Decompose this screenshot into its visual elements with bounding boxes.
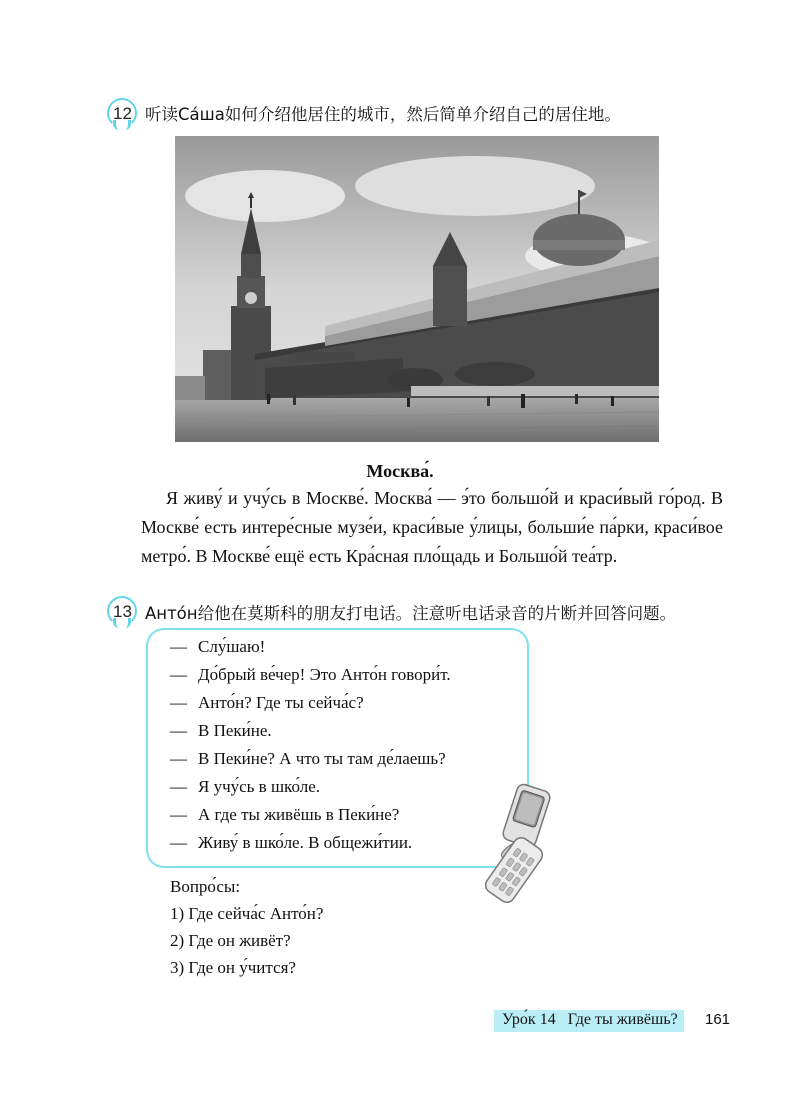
exercise-instruction: 听读Са́ша如何介绍他居住的城市，然后简单介绍自己的居住地。 bbox=[145, 105, 621, 124]
question-item: 2) Где он живёт? bbox=[170, 931, 291, 950]
questions-heading: Вопро́сы: bbox=[170, 877, 241, 896]
dash: — bbox=[170, 665, 187, 684]
dialogue-line: — Я учу́сь в шко́ле. bbox=[170, 777, 321, 796]
exercise-number: 13 bbox=[113, 602, 132, 621]
dialogue-line: — В Пеки́не. bbox=[170, 721, 272, 740]
text-paragraph: Я живу́ и учу́сь в Москве́. Москва́ — э́то большо́й и краси́вый го́род. В Москве́ есть интере́сные музе́и, краси́вые у́лицы, больши́е па́рки, краси́вое метро́. В Москве́ ещё есть Кра́сная пло́щадь и Большо́й теа́тр. bbox=[141, 488, 723, 566]
exercise-number: 12 bbox=[113, 104, 132, 123]
dialogue-line: — А где ты живёшь в Пеки́не? bbox=[170, 805, 400, 824]
footer-lesson-title: Уро́к 14 Где ты живёшь? bbox=[502, 1011, 678, 1028]
dialogue-line: — Живу́ в шко́ле. В общежи́тии. bbox=[170, 833, 413, 852]
question-item: 3) Где он у́чится? bbox=[170, 958, 296, 977]
question-item: 1) Где сейча́с Анто́н? bbox=[170, 904, 324, 923]
dialogue-line: — Слу́шаю! bbox=[170, 637, 266, 656]
mobile-phone-icon bbox=[474, 780, 570, 904]
dialogue-line: — В Пеки́не? А что ты там де́лаешь? bbox=[170, 749, 446, 768]
text-title: Москва́. bbox=[366, 461, 434, 481]
page-number: 161 bbox=[705, 1011, 731, 1028]
dash: — bbox=[170, 833, 187, 852]
dash: — bbox=[170, 721, 187, 740]
exercise-number-badge bbox=[107, 596, 139, 630]
kremlin-photo bbox=[175, 136, 659, 442]
dialogue-line: — Анто́н? Где ты сейча́с? bbox=[170, 693, 364, 712]
dialogue-box bbox=[146, 628, 529, 868]
dialogue-line: — До́брый ве́чер! Это Анто́н говори́т. bbox=[170, 665, 451, 684]
dash: — bbox=[170, 777, 187, 796]
dash: — bbox=[170, 693, 187, 712]
exercise-instruction: Анто́н给他在莫斯科的朋友打电话。注意听电话录音的片断并回答问题。 bbox=[145, 604, 677, 623]
dash: — bbox=[170, 749, 187, 768]
dash: — bbox=[170, 637, 187, 656]
dash: — bbox=[170, 805, 187, 824]
exercise-number-badge bbox=[107, 98, 139, 132]
